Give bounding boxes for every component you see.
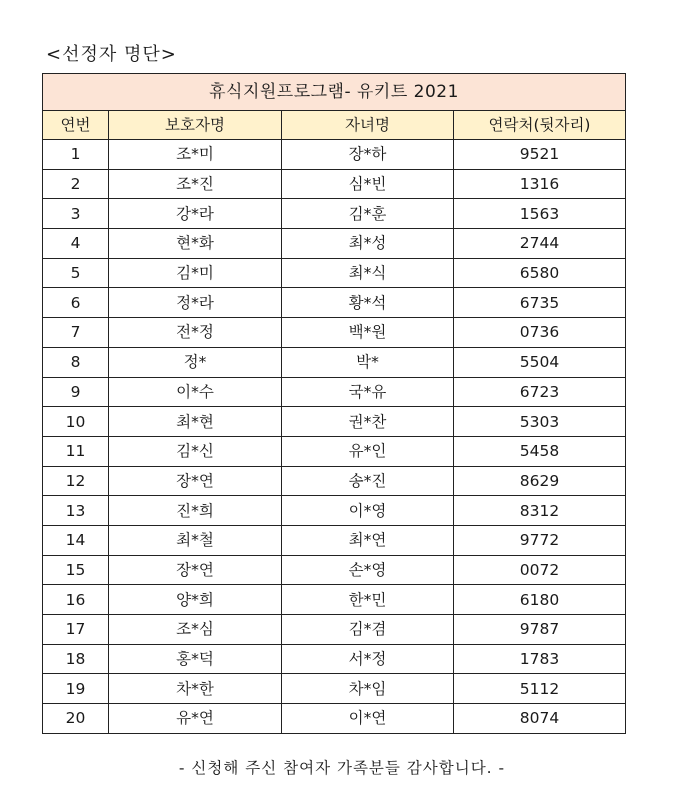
- cell-child: 황*석: [282, 288, 454, 318]
- cell-number: 3: [43, 199, 109, 229]
- cell-number: 20: [43, 704, 109, 734]
- cell-number: 17: [43, 615, 109, 645]
- table-row: [43, 318, 626, 348]
- cell-guardian: 정*: [109, 347, 282, 377]
- cell-guardian: 차*한: [109, 674, 282, 704]
- cell-contact: 1563: [454, 199, 626, 229]
- cell-contact: 8312: [454, 496, 626, 526]
- cell-child: 송*진: [282, 466, 454, 496]
- table-row: [43, 644, 626, 674]
- cell-child: 서*정: [282, 644, 454, 674]
- cell-number: 6: [43, 288, 109, 318]
- cell-child: 최*성: [282, 229, 454, 259]
- cell-contact: 6180: [454, 585, 626, 615]
- cell-contact: 2744: [454, 229, 626, 259]
- table-row: [43, 615, 626, 645]
- cell-guardian: 김*미: [109, 258, 282, 288]
- cell-guardian: 최*현: [109, 407, 282, 437]
- table-row: [43, 674, 626, 704]
- cell-child: 차*임: [282, 674, 454, 704]
- cell-contact: 9772: [454, 525, 626, 555]
- cell-child: 국*유: [282, 377, 454, 407]
- cell-number: 16: [43, 585, 109, 615]
- selected-participants-table: [42, 73, 626, 734]
- cell-number: 13: [43, 496, 109, 526]
- cell-number: 14: [43, 525, 109, 555]
- cell-guardian: 유*연: [109, 704, 282, 734]
- cell-child: 이*연: [282, 704, 454, 734]
- cell-guardian: 진*희: [109, 496, 282, 526]
- table-row: [43, 169, 626, 199]
- cell-guardian: 최*철: [109, 525, 282, 555]
- column-header-guardian: 보호자명: [109, 111, 282, 140]
- cell-contact: 6723: [454, 377, 626, 407]
- cell-child: 김*훈: [282, 199, 454, 229]
- cell-guardian: 이*수: [109, 377, 282, 407]
- table-row: [43, 140, 626, 170]
- cell-guardian: 정*라: [109, 288, 282, 318]
- cell-guardian: 현*화: [109, 229, 282, 259]
- cell-guardian: 강*라: [109, 199, 282, 229]
- cell-number: 12: [43, 466, 109, 496]
- cell-child: 최*연: [282, 525, 454, 555]
- cell-number: 4: [43, 229, 109, 259]
- thank-you-note: - 신청해 주신 참여자 가족분들 감사합니다. -: [178, 759, 506, 777]
- cell-contact: 5458: [454, 436, 626, 466]
- table-row: [43, 436, 626, 466]
- column-header-number: 연번: [43, 111, 109, 140]
- cell-child: 백*원: [282, 318, 454, 348]
- cell-number: 1: [43, 140, 109, 170]
- cell-guardian: 김*신: [109, 436, 282, 466]
- cell-child: 권*찬: [282, 407, 454, 437]
- cell-number: 9: [43, 377, 109, 407]
- table-row: [43, 704, 626, 734]
- cell-guardian: 홍*덕: [109, 644, 282, 674]
- table-row: [43, 288, 626, 318]
- cell-contact: 8074: [454, 704, 626, 734]
- cell-guardian: 조*미: [109, 140, 282, 170]
- cell-guardian: 양*희: [109, 585, 282, 615]
- cell-child: 김*겸: [282, 615, 454, 645]
- cell-contact: 0072: [454, 555, 626, 585]
- table-row: [43, 377, 626, 407]
- cell-child: 손*영: [282, 555, 454, 585]
- cell-number: 8: [43, 347, 109, 377]
- header-row: [43, 111, 626, 140]
- cell-guardian: 장*연: [109, 466, 282, 496]
- cell-guardian: 전*정: [109, 318, 282, 348]
- cell-number: 7: [43, 318, 109, 348]
- cell-guardian: 장*연: [109, 555, 282, 585]
- table-row: [43, 199, 626, 229]
- cell-contact: 9521: [454, 140, 626, 170]
- cell-number: 5: [43, 258, 109, 288]
- cell-number: 10: [43, 407, 109, 437]
- cell-guardian: 조*진: [109, 169, 282, 199]
- cell-number: 11: [43, 436, 109, 466]
- cell-contact: 5303: [454, 407, 626, 437]
- cell-contact: 1783: [454, 644, 626, 674]
- column-header-contact: 연락처(뒷자리): [454, 111, 626, 140]
- cell-number: 15: [43, 555, 109, 585]
- cell-child: 박*: [282, 347, 454, 377]
- cell-contact: 1316: [454, 169, 626, 199]
- cell-contact: 5112: [454, 674, 626, 704]
- table-title: 휴식지원프로그램- 유키트 2021: [43, 74, 626, 111]
- table-row: [43, 258, 626, 288]
- cell-number: 2: [43, 169, 109, 199]
- cell-child: 한*민: [282, 585, 454, 615]
- column-header-child: 자녀명: [282, 111, 454, 140]
- cell-child: 이*영: [282, 496, 454, 526]
- table-row: [43, 229, 626, 259]
- table-row: [43, 466, 626, 496]
- cell-child: 최*식: [282, 258, 454, 288]
- cell-contact: 6735: [454, 288, 626, 318]
- cell-guardian: 조*심: [109, 615, 282, 645]
- table-row: [43, 555, 626, 585]
- cell-contact: 9787: [454, 615, 626, 645]
- list-heading: <선정자 명단>: [46, 44, 177, 65]
- table-row: [43, 496, 626, 526]
- cell-contact: 6580: [454, 258, 626, 288]
- cell-contact: 0736: [454, 318, 626, 348]
- cell-contact: 8629: [454, 466, 626, 496]
- cell-child: 장*하: [282, 140, 454, 170]
- cell-number: 19: [43, 674, 109, 704]
- table-row: [43, 347, 626, 377]
- cell-child: 심*빈: [282, 169, 454, 199]
- cell-number: 18: [43, 644, 109, 674]
- cell-contact: 5504: [454, 347, 626, 377]
- table-row: [43, 585, 626, 615]
- cell-child: 유*인: [282, 436, 454, 466]
- table-row: [43, 525, 626, 555]
- table-row: [43, 407, 626, 437]
